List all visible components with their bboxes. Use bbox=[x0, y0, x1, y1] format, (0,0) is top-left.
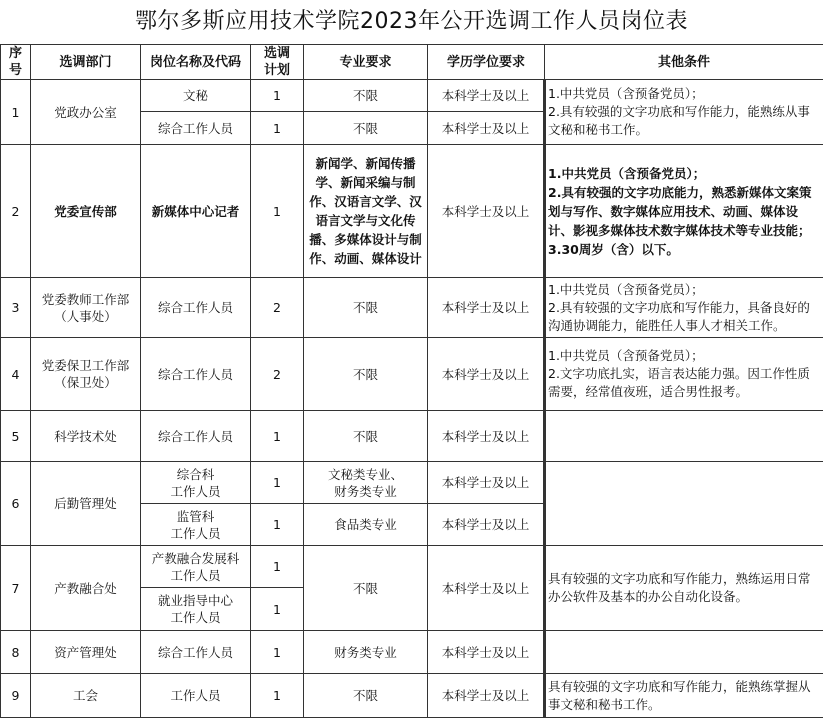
degree-cell: 本科学士及以上 bbox=[428, 674, 545, 718]
header-seq: 序号 bbox=[1, 45, 31, 80]
major-cell: 不限 bbox=[304, 338, 428, 411]
table-row bbox=[1, 278, 823, 338]
table-row bbox=[1, 631, 823, 674]
position-line2: 工作人员 bbox=[170, 526, 220, 541]
plan-cell: 2 bbox=[251, 278, 304, 338]
other-cell: 具有较强的文字功底和写作能力，能熟练掌握从事文秘和秘书工作。 bbox=[545, 674, 823, 718]
degree-cell: 本科学士及以上 bbox=[428, 631, 545, 674]
major-cell: 食品类专业 bbox=[304, 504, 428, 546]
major-cell bbox=[304, 462, 428, 504]
position-cell bbox=[141, 462, 251, 504]
major-cell: 不限 bbox=[304, 80, 428, 112]
position-cell: 文秘 bbox=[141, 80, 251, 112]
other-cell bbox=[545, 411, 823, 462]
position-cell bbox=[141, 504, 251, 546]
seq-cell: 5 bbox=[1, 411, 31, 462]
header-plan-line1: 选调 bbox=[264, 46, 290, 61]
plan-cell: 1 bbox=[251, 588, 304, 631]
seq-cell: 7 bbox=[1, 546, 31, 631]
position-line1: 就业指导中心 bbox=[158, 593, 233, 608]
seq-cell: 9 bbox=[1, 674, 31, 718]
position-cell: 综合工作人员 bbox=[141, 338, 251, 411]
header-plan-line2: 计划 bbox=[264, 63, 290, 78]
other-cell: 具有较强的文字功底和写作能力，熟练运用日常办公软件及基本的办公自动化设备。 bbox=[545, 546, 823, 631]
degree-cell: 本科学士及以上 bbox=[428, 278, 545, 338]
seq-cell: 6 bbox=[1, 462, 31, 546]
position-cell: 综合工作人员 bbox=[141, 278, 251, 338]
degree-cell: 本科学士及以上 bbox=[428, 411, 545, 462]
position-cell: 综合工作人员 bbox=[141, 631, 251, 674]
header-dept: 选调部门 bbox=[31, 45, 141, 80]
dept-line1: 党委保卫工作部 bbox=[42, 358, 130, 373]
major-cell: 不限 bbox=[304, 278, 428, 338]
plan-cell: 1 bbox=[251, 145, 304, 278]
major-cell: 不限 bbox=[304, 411, 428, 462]
position-cell bbox=[141, 546, 251, 588]
plan-cell: 1 bbox=[251, 411, 304, 462]
table-row bbox=[1, 411, 823, 462]
plan-cell: 2 bbox=[251, 338, 304, 411]
dept-cell: 党政办公室 bbox=[31, 80, 141, 145]
plan-cell: 1 bbox=[251, 674, 304, 718]
seq-cell: 8 bbox=[1, 631, 31, 674]
dept-cell bbox=[31, 278, 141, 338]
plan-cell: 1 bbox=[251, 462, 304, 504]
plan-cell: 1 bbox=[251, 631, 304, 674]
major-cell: 不限 bbox=[304, 546, 428, 631]
dept-line1: 党委教师工作部 bbox=[42, 292, 130, 307]
dept-line2: （人事处） bbox=[54, 309, 117, 324]
degree-cell: 本科学士及以上 bbox=[428, 546, 545, 631]
degree-cell: 本科学士及以上 bbox=[428, 80, 545, 112]
major-cell: 不限 bbox=[304, 674, 428, 718]
position-line1: 综合科 bbox=[177, 467, 215, 482]
degree-cell: 本科学士及以上 bbox=[428, 338, 545, 411]
seq-cell: 4 bbox=[1, 338, 31, 411]
table-row bbox=[1, 462, 823, 504]
major-line1: 文秘类专业、 bbox=[328, 467, 403, 482]
major-line2: 财务类专业 bbox=[334, 484, 397, 499]
header-major: 专业要求 bbox=[304, 45, 428, 80]
page-title: 鄂尔多斯应用技术学院2023年公开选调工作人员岗位表 bbox=[0, 0, 823, 44]
position-line1: 监管科 bbox=[177, 509, 215, 524]
position-line2: 工作人员 bbox=[170, 568, 220, 583]
other-cell bbox=[545, 462, 823, 546]
position-cell: 工作人员 bbox=[141, 674, 251, 718]
dept-cell: 后勤管理处 bbox=[31, 462, 141, 546]
plan-cell: 1 bbox=[251, 546, 304, 588]
position-line2: 工作人员 bbox=[170, 484, 220, 499]
major-cell: 财务类专业 bbox=[304, 631, 428, 674]
table-row bbox=[1, 338, 823, 411]
header-row bbox=[1, 45, 823, 80]
dept-cell: 产教融合处 bbox=[31, 546, 141, 631]
dept-cell: 资产管理处 bbox=[31, 631, 141, 674]
other-cell: 1.中共党员（含预备党员）； 2.具有较强的文字功底和写作能力，能熟练从事文秘和秘书工作。 bbox=[545, 80, 823, 145]
header-position: 岗位名称及代码 bbox=[141, 45, 251, 80]
other-cell: 1.中共党员（含预备党员）； 2.文字功底扎实，语言表达能力强。因工作性质需要，经常值夜班，适合男性报考。 bbox=[545, 338, 823, 411]
major-cell: 新闻学、新闻传播学、新闻采编与制作、汉语言文学、汉语言文学与文化传播、多媒体设计与制作、动画、媒体设计 bbox=[304, 145, 428, 278]
dept-cell: 党委宣传部 bbox=[31, 145, 141, 278]
dept-line2: （保卫处） bbox=[54, 375, 117, 390]
plan-cell: 1 bbox=[251, 504, 304, 546]
position-line2: 工作人员 bbox=[170, 610, 220, 625]
degree-cell: 本科学士及以上 bbox=[428, 504, 545, 546]
other-cell bbox=[545, 631, 823, 674]
degree-cell: 本科学士及以上 bbox=[428, 462, 545, 504]
header-degree: 学历学位要求 bbox=[428, 45, 545, 80]
table-row bbox=[1, 674, 823, 718]
position-cell bbox=[141, 588, 251, 631]
other-cell: 1.中共党员（含预备党员）； 2.具有较强的文字功底和写作能力，具备良好的沟通协调能力，能胜任人事人才相关工作。 bbox=[545, 278, 823, 338]
seq-cell: 1 bbox=[1, 80, 31, 145]
position-cell: 新媒体中心记者 bbox=[141, 145, 251, 278]
degree-cell: 本科学士及以上 bbox=[428, 145, 545, 278]
position-cell: 综合工作人员 bbox=[141, 112, 251, 145]
degree-cell: 本科学士及以上 bbox=[428, 112, 545, 145]
header-other: 其他条件 bbox=[545, 45, 823, 80]
table-row bbox=[1, 546, 823, 588]
dept-cell: 科学技术处 bbox=[31, 411, 141, 462]
positions-table bbox=[0, 44, 823, 718]
plan-cell: 1 bbox=[251, 80, 304, 112]
major-cell: 不限 bbox=[304, 112, 428, 145]
other-cell: 1.中共党员（含预备党员）； 2.具有较强的文字功底能力，熟悉新媒体文案策划与写作、数字媒体应用技术、动画、媒体设计、影视多媒体技术数字媒体技术等专业技能； 3.30周岁（含）以下。 bbox=[545, 145, 823, 278]
seq-cell: 2 bbox=[1, 145, 31, 278]
plan-cell: 1 bbox=[251, 112, 304, 145]
seq-cell: 3 bbox=[1, 278, 31, 338]
position-line1: 产教融合发展科 bbox=[152, 551, 240, 566]
table-row bbox=[1, 145, 823, 278]
dept-cell bbox=[31, 338, 141, 411]
table-row bbox=[1, 80, 823, 112]
header-plan bbox=[251, 45, 304, 80]
position-cell: 综合工作人员 bbox=[141, 411, 251, 462]
dept-cell: 工会 bbox=[31, 674, 141, 718]
